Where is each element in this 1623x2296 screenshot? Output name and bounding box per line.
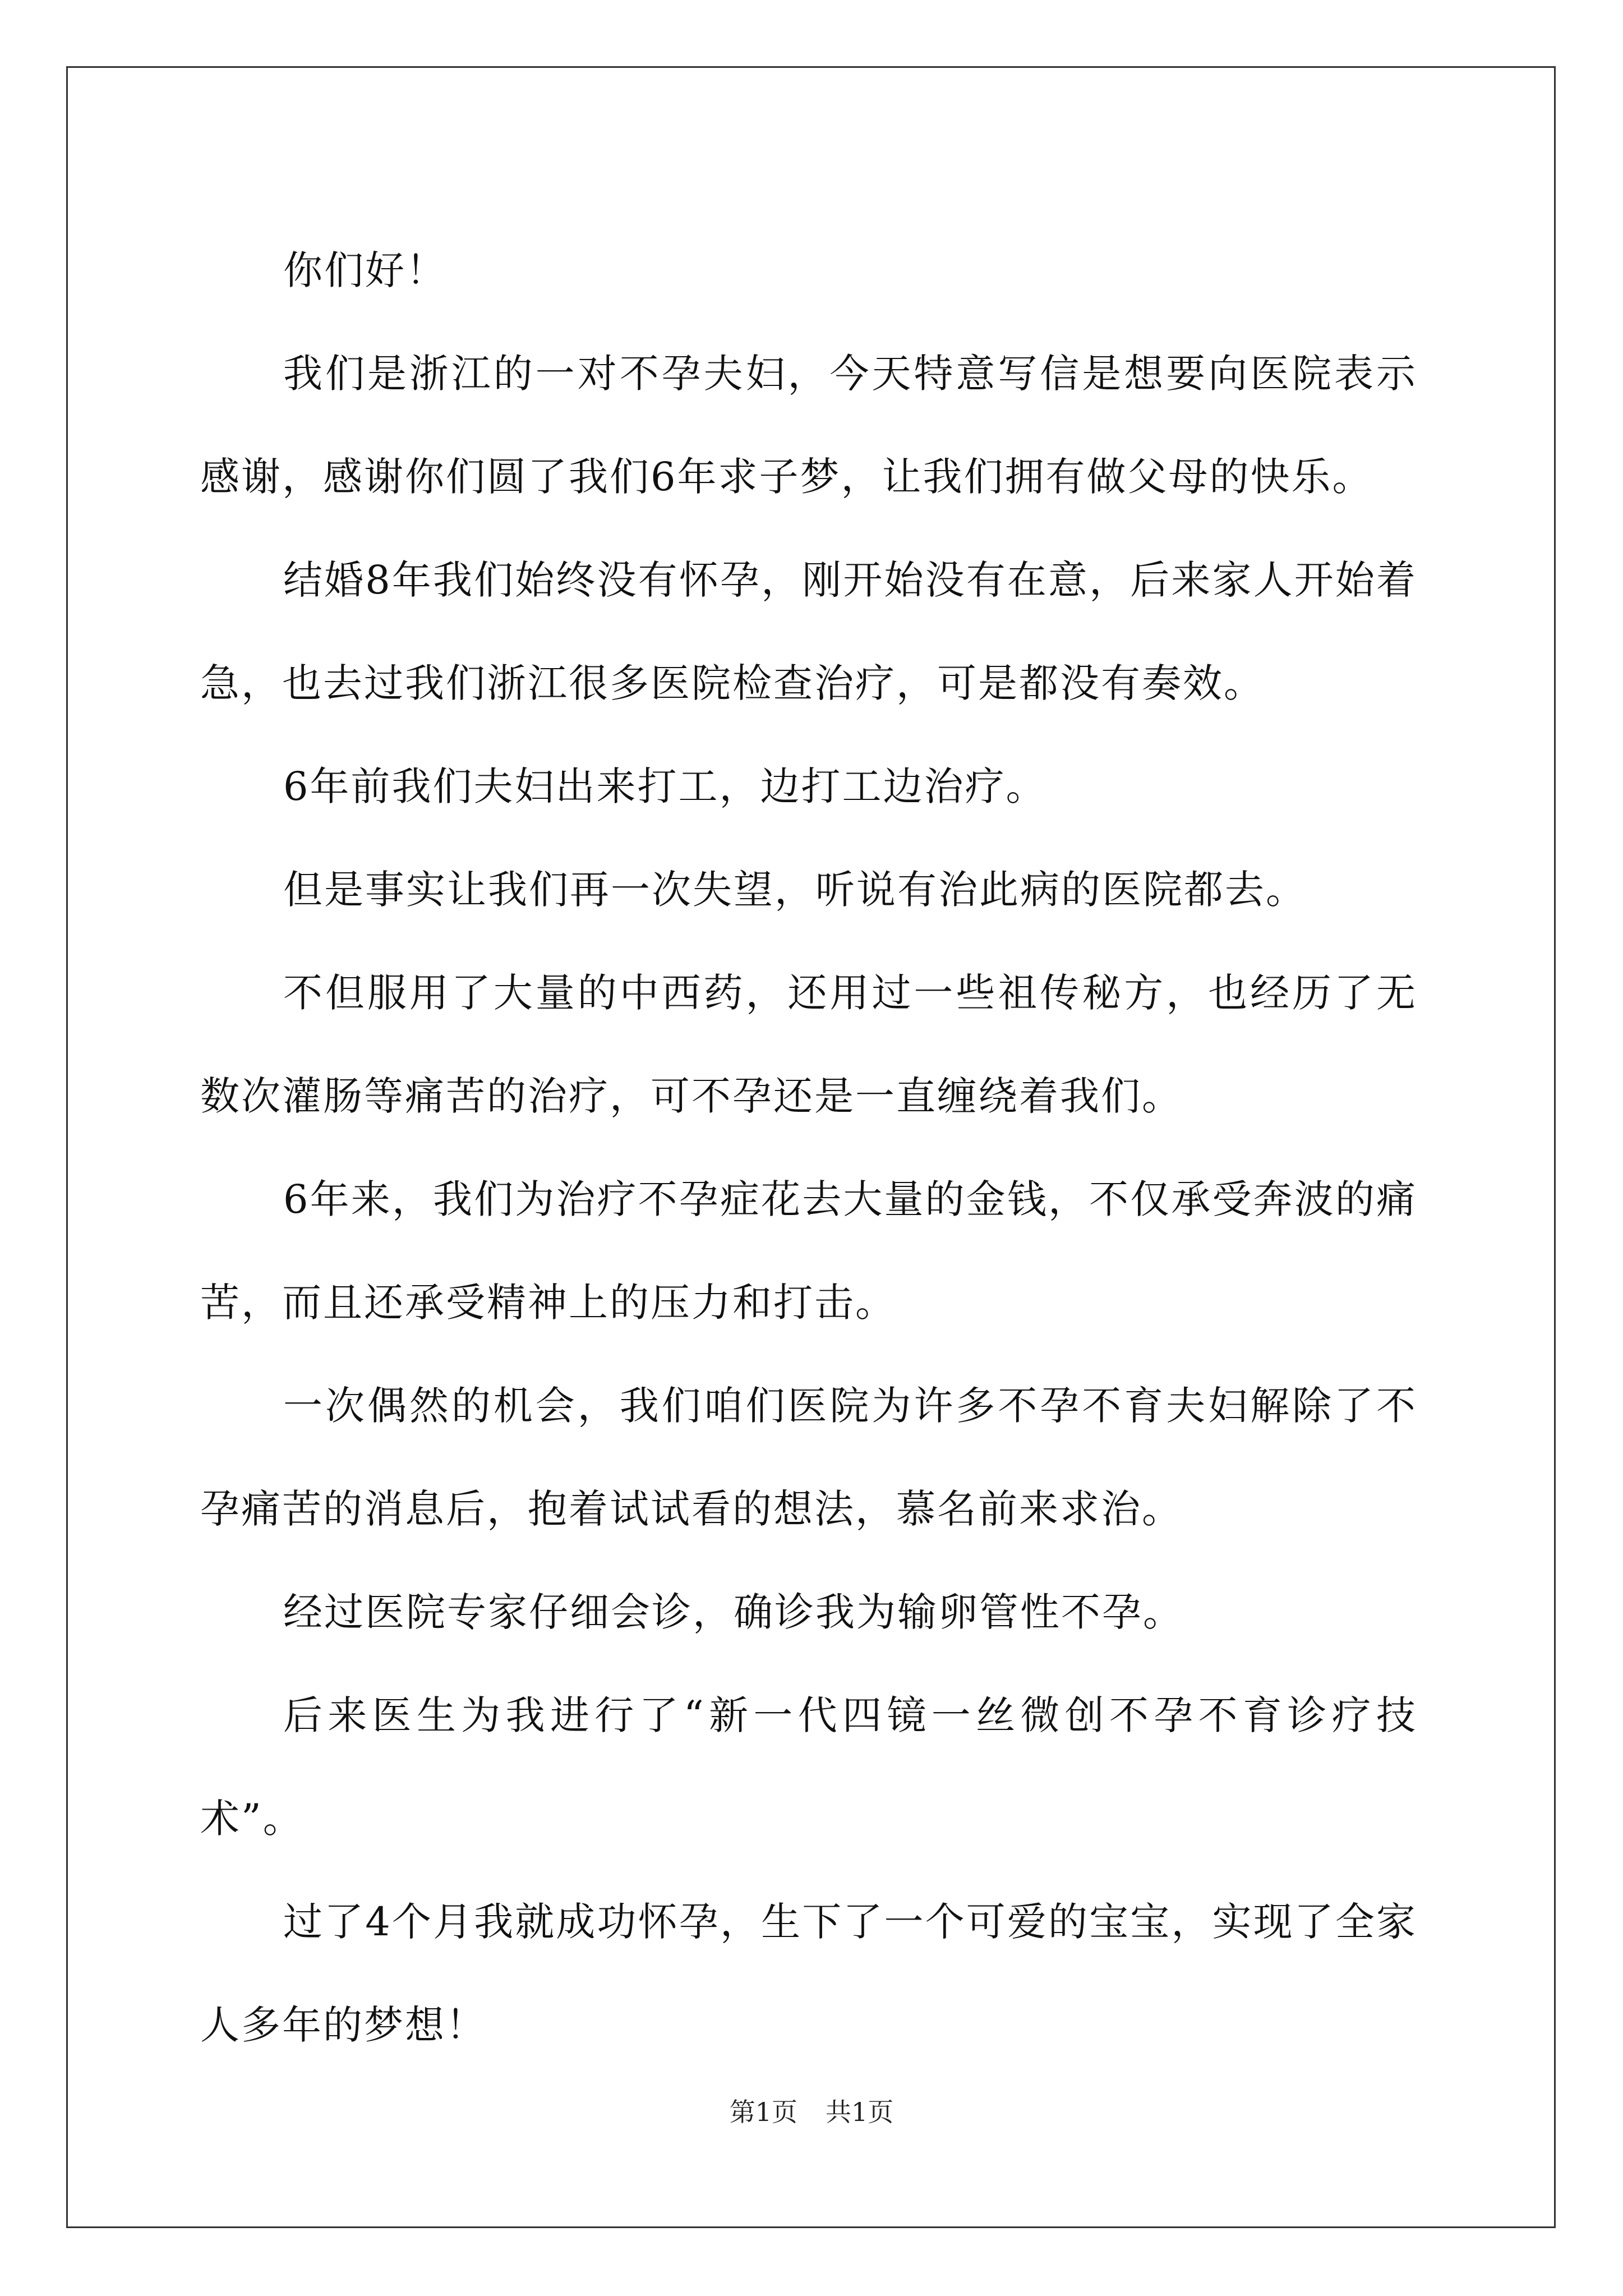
paragraph: 后来医生为我进行了“新一代四镜一丝微创不孕不育诊疗技术”。 [200, 1692, 1417, 1842]
paragraph: 6年来，我们为治疗不孕症花去大量的金钱，不仅承受奔波的痛苦，而且还承受精神上的压力和打击。 [200, 1176, 1417, 1326]
paragraph: 过了4个月我就成功怀孕，生下了一个可爱的宝宝，实现了全家人多年的梦想！ [200, 1899, 1417, 2048]
paragraph: 经过医院专家仔细会诊，确诊我为输卵管性不孕。 [283, 1589, 1184, 1635]
paragraph: 不但服用了大量的中西药，还用过一些祖传秘方，也经历了无数次灌肠等痛苦的治疗，可不孕还是一直缠绕着我们。 [200, 970, 1417, 1119]
greeting: 你们好！ [283, 247, 447, 293]
paragraph: 但是事实让我们再一次失望，听说有治此病的医院都去。 [283, 867, 1307, 913]
paragraph: 结婚8年我们始终没有怀孕，刚开始没有在意，后来家人开始着急，也去过我们浙江很多医院检查治疗，可是都没有奏效。 [200, 557, 1417, 706]
paragraph: 我们是浙江的一对不孕夫妇，今天特意写信是想要向医院表示感谢，感谢你们圆了我们6年求子梦，让我们拥有做父母的快乐。 [200, 351, 1417, 500]
letter-body [200, 219, 1417, 2077]
page-number-total: 共1页 [826, 2097, 894, 2127]
paragraph: 6年前我们夫妇出来打工，边打工边治疗。 [283, 763, 1047, 809]
page-footer [0, 2095, 1623, 2129]
page-number-current: 第1页 [729, 2097, 797, 2127]
paragraph: 一次偶然的机会，我们咱们医院为许多不孕不育夫妇解除了不孕痛苦的消息后，抱着试试看的想法，慕名前来求治。 [200, 1383, 1417, 1532]
